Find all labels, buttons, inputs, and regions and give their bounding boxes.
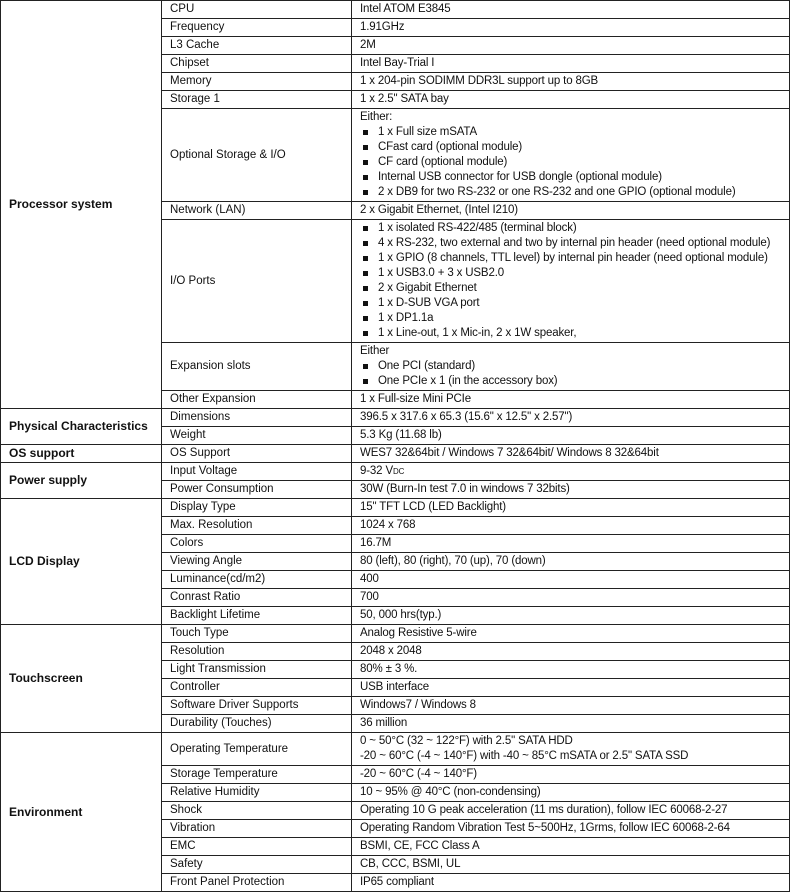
spec-label: Controller xyxy=(162,679,352,697)
spec-value-text: -20 ~ 60°C (-4 ~ 140°F) xyxy=(360,768,477,780)
spec-label: Safety xyxy=(162,856,352,874)
spec-value-line xyxy=(360,392,783,407)
spec-bullet-item: CFast card (optional module) xyxy=(360,140,783,155)
spec-value xyxy=(352,697,790,715)
spec-value-line xyxy=(360,698,783,713)
spec-value-line xyxy=(360,662,783,677)
spec-label: OS Support xyxy=(162,445,352,463)
spec-value-line xyxy=(360,821,783,836)
spec-value-text: 80 (left), 80 (right), 70 (up), 70 (down) xyxy=(360,555,546,567)
spec-label: Colors xyxy=(162,535,352,553)
spec-value-line xyxy=(360,644,783,659)
spec-bullet-item: Internal USB connector for USB dongle (optional module) xyxy=(360,170,783,185)
spec-value-line xyxy=(360,875,783,890)
spec-row-operating-temperature xyxy=(1,733,790,766)
spec-label: Storage Temperature xyxy=(162,766,352,784)
spec-value-text: 1 x 204-pin SODIMM DDR3L support up to 8GB xyxy=(360,75,599,87)
spec-value xyxy=(352,427,790,445)
spec-row-display-type xyxy=(1,499,790,517)
spec-value xyxy=(352,409,790,427)
spec-row-cpu xyxy=(1,1,790,19)
spec-label: Optional Storage & I/O xyxy=(162,109,352,202)
spec-value xyxy=(352,766,790,784)
spec-label: CPU xyxy=(162,1,352,19)
spec-value xyxy=(352,55,790,73)
spec-value-text: 2048 x 2048 xyxy=(360,645,422,657)
spec-value-subscript: DC xyxy=(392,467,405,476)
spec-value-line xyxy=(360,446,783,461)
spec-label: Power Consumption xyxy=(162,481,352,499)
spec-value xyxy=(352,607,790,625)
spec-value-line xyxy=(360,464,783,479)
spec-value-line xyxy=(360,680,783,695)
spec-value-line xyxy=(360,608,783,623)
spec-value-text: Windows7 / Windows 8 xyxy=(360,699,476,711)
spec-value-text: 1 x 2.5" SATA bay xyxy=(360,93,449,105)
spec-value xyxy=(352,661,790,679)
spec-value-text: Intel Bay-Trial I xyxy=(360,57,435,69)
spec-label: Other Expansion xyxy=(162,391,352,409)
spec-value-text: Operating 10 G peak acceleration (11 ms duration), follow IEC 60068-2-27 xyxy=(360,804,728,816)
spec-label: Input Voltage xyxy=(162,463,352,481)
spec-label: Storage 1 xyxy=(162,91,352,109)
spec-label: Viewing Angle xyxy=(162,553,352,571)
spec-bullet-list xyxy=(360,221,783,341)
spec-label: Software Driver Supports xyxy=(162,697,352,715)
spec-label: I/O Ports xyxy=(162,220,352,343)
spec-value xyxy=(352,820,790,838)
spec-value-line xyxy=(360,749,783,764)
spec-row-os-support xyxy=(1,445,790,463)
spec-value xyxy=(352,553,790,571)
spec-bullet-item: One PCI (standard) xyxy=(360,359,783,374)
spec-value xyxy=(352,1,790,19)
spec-value xyxy=(352,625,790,643)
spec-value-text: 80% ± 3 %. xyxy=(360,663,418,675)
spec-label: Expansion slots xyxy=(162,343,352,391)
spec-value-text: 30W (Burn-In test 7.0 in windows 7 32bits) xyxy=(360,483,570,495)
spec-value-text: 36 million xyxy=(360,717,408,729)
spec-value-line xyxy=(360,38,783,53)
spec-bullet-item: 4 x RS-232, two external and two by internal pin header (need optional module) xyxy=(360,236,783,251)
spec-value-text: 1.91GHz xyxy=(360,21,405,33)
spec-label: EMC xyxy=(162,838,352,856)
category-environment: Environment xyxy=(1,733,162,892)
spec-label: Relative Humidity xyxy=(162,784,352,802)
spec-label: Luminance(cd/m2) xyxy=(162,571,352,589)
spec-value-line xyxy=(360,536,783,551)
spec-value-line xyxy=(360,716,783,731)
spec-label: Network (LAN) xyxy=(162,202,352,220)
spec-value-text: 396.5 x 317.6 x 65.3 (15.6" x 12.5" x 2.57") xyxy=(360,411,573,423)
spec-value-line xyxy=(360,803,783,818)
spec-value-text: IP65 compliant xyxy=(360,876,434,888)
spec-value xyxy=(352,679,790,697)
spec-label: Touch Type xyxy=(162,625,352,643)
spec-value xyxy=(352,73,790,91)
spec-label: Durability (Touches) xyxy=(162,715,352,733)
spec-label: Resolution xyxy=(162,643,352,661)
spec-bullet-item: One PCIe x 1 (in the accessory box) xyxy=(360,374,783,389)
category-os-support: OS support xyxy=(1,445,162,463)
spec-value xyxy=(352,391,790,409)
spec-bullet-item: 2 x DB9 for two RS-232 or one RS-232 and one GPIO (optional module) xyxy=(360,185,783,200)
spec-value-text: 50, 000 hrs(typ.) xyxy=(360,609,442,621)
category-power-supply: Power supply xyxy=(1,463,162,499)
spec-value-line xyxy=(360,74,783,89)
spec-value-text: 10 ~ 95% @ 40°C (non-condensing) xyxy=(360,786,541,798)
spec-value xyxy=(352,802,790,820)
spec-bullet-list xyxy=(360,125,783,200)
spec-value xyxy=(352,499,790,517)
spec-value-line xyxy=(360,767,783,782)
spec-row-touch-type xyxy=(1,625,790,643)
spec-value xyxy=(352,343,790,391)
spec-label: Vibration xyxy=(162,820,352,838)
spec-value xyxy=(352,109,790,202)
spec-value-text: Analog Resistive 5-wire xyxy=(360,627,477,639)
category-physical-characteristics: Physical Characteristics xyxy=(1,409,162,445)
spec-value xyxy=(352,838,790,856)
category-processor-system: Processor system xyxy=(1,1,162,409)
spec-bullet-item: 1 x Line-out, 1 x Mic-in, 2 x 1W speaker, xyxy=(360,326,783,341)
spec-value-line xyxy=(360,590,783,605)
spec-value-text: Operating Random Vibration Test 5~500Hz, 1Grms, follow IEC 60068-2-64 xyxy=(360,822,730,834)
spec-value-text: 2 x Gigabit Ethernet, (Intel I210) xyxy=(360,204,518,216)
spec-value-line xyxy=(360,92,783,107)
spec-value xyxy=(352,91,790,109)
spec-value xyxy=(352,874,790,892)
spec-value-line xyxy=(360,857,783,872)
spec-label: Light Transmission xyxy=(162,661,352,679)
spec-value xyxy=(352,37,790,55)
spec-bullet-list xyxy=(360,359,783,389)
spec-value-text: 700 xyxy=(360,591,379,603)
spec-label: Chipset xyxy=(162,55,352,73)
spec-value-line xyxy=(360,500,783,515)
spec-value xyxy=(352,733,790,766)
spec-label: Backlight Lifetime xyxy=(162,607,352,625)
spec-label: Conrast Ratio xyxy=(162,589,352,607)
spec-value-text: 9-32 V xyxy=(360,465,393,477)
spec-value-text: 1024 x 768 xyxy=(360,519,416,531)
spec-value-text: 0 ~ 50°C (32 ~ 122°F) with 2.5" SATA HDD xyxy=(360,735,573,747)
spec-value-line xyxy=(360,428,783,443)
spec-value-line xyxy=(360,785,783,800)
spec-label: Weight xyxy=(162,427,352,445)
spec-value xyxy=(352,535,790,553)
spec-value xyxy=(352,856,790,874)
spec-bullet-item: 1 x DP1.1a xyxy=(360,311,783,326)
spec-value-line xyxy=(360,554,783,569)
spec-value xyxy=(352,784,790,802)
spec-label: Display Type xyxy=(162,499,352,517)
spec-bullet-item: CF card (optional module) xyxy=(360,155,783,170)
spec-value xyxy=(352,220,790,343)
spec-value-text: WES7 32&64bit / Windows 7 32&64bit/ Windows 8 32&64bit xyxy=(360,447,659,459)
spec-value-line xyxy=(360,518,783,533)
spec-label: Memory xyxy=(162,73,352,91)
spec-value xyxy=(352,19,790,37)
spec-label: Shock xyxy=(162,802,352,820)
spec-row-dimensions xyxy=(1,409,790,427)
spec-value-line xyxy=(360,572,783,587)
spec-value-line xyxy=(360,839,783,854)
spec-value xyxy=(352,445,790,463)
spec-value-line xyxy=(360,734,783,749)
category-touchscreen: Touchscreen xyxy=(1,625,162,733)
spec-label: Dimensions xyxy=(162,409,352,427)
spec-value xyxy=(352,202,790,220)
spec-value-text: 400 xyxy=(360,573,379,585)
spec-bullet-item: 1 x Full size mSATA xyxy=(360,125,783,140)
spec-bullet-item: 1 x isolated RS-422/485 (terminal block) xyxy=(360,221,783,236)
spec-label: Max. Resolution xyxy=(162,517,352,535)
spec-value-text: CB, CCC, BSMI, UL xyxy=(360,858,461,870)
spec-value-text: BSMI, CE, FCC Class A xyxy=(360,840,480,852)
spec-value xyxy=(352,643,790,661)
spec-value-text: Intel ATOM E3845 xyxy=(360,3,451,15)
spec-value xyxy=(352,463,790,481)
spec-value-text: 15" TFT LCD (LED Backlight) xyxy=(360,501,506,513)
spec-bullet-item: 1 x GPIO (8 channels, TTL level) by internal pin header (need optional module) xyxy=(360,251,783,266)
spec-value-line xyxy=(360,2,783,17)
spec-value xyxy=(352,571,790,589)
spec-value-text: 1 x Full-size Mini PCIe xyxy=(360,393,471,405)
spec-label: L3 Cache xyxy=(162,37,352,55)
spec-bullet-item: 2 x Gigabit Ethernet xyxy=(360,281,783,296)
spec-bullet-item: 1 x USB3.0 + 3 x USB2.0 xyxy=(360,266,783,281)
spec-value-text: USB interface xyxy=(360,681,429,693)
spec-value-line xyxy=(360,56,783,71)
spec-value-line xyxy=(360,20,783,35)
spec-value-line xyxy=(360,410,783,425)
spec-bullet-item: 1 x D-SUB VGA port xyxy=(360,296,783,311)
spec-value xyxy=(352,589,790,607)
spec-value-line xyxy=(360,482,783,497)
spec-row-input-voltage xyxy=(1,463,790,481)
spec-value-line xyxy=(360,626,783,641)
spec-value xyxy=(352,715,790,733)
spec-label: Operating Temperature xyxy=(162,733,352,766)
spec-label: Frequency xyxy=(162,19,352,37)
spec-value-intro: Either: xyxy=(360,111,393,123)
spec-table-body xyxy=(1,1,790,892)
category-lcd-display: LCD Display xyxy=(1,499,162,625)
spec-value-text: 16.7M xyxy=(360,537,392,549)
spec-value-intro: Either xyxy=(360,345,390,357)
spec-value-text: 2M xyxy=(360,39,376,51)
spec-value xyxy=(352,481,790,499)
spec-value-text: -20 ~ 60°C (-4 ~ 140°F) with -40 ~ 85°C mSATA or 2.5" SATA SSD xyxy=(360,750,689,762)
spec-label: Front Panel Protection xyxy=(162,874,352,892)
spec-value-text: 5.3 Kg (11.68 lb) xyxy=(360,429,442,441)
spec-value xyxy=(352,517,790,535)
spec-value-line xyxy=(360,203,783,218)
